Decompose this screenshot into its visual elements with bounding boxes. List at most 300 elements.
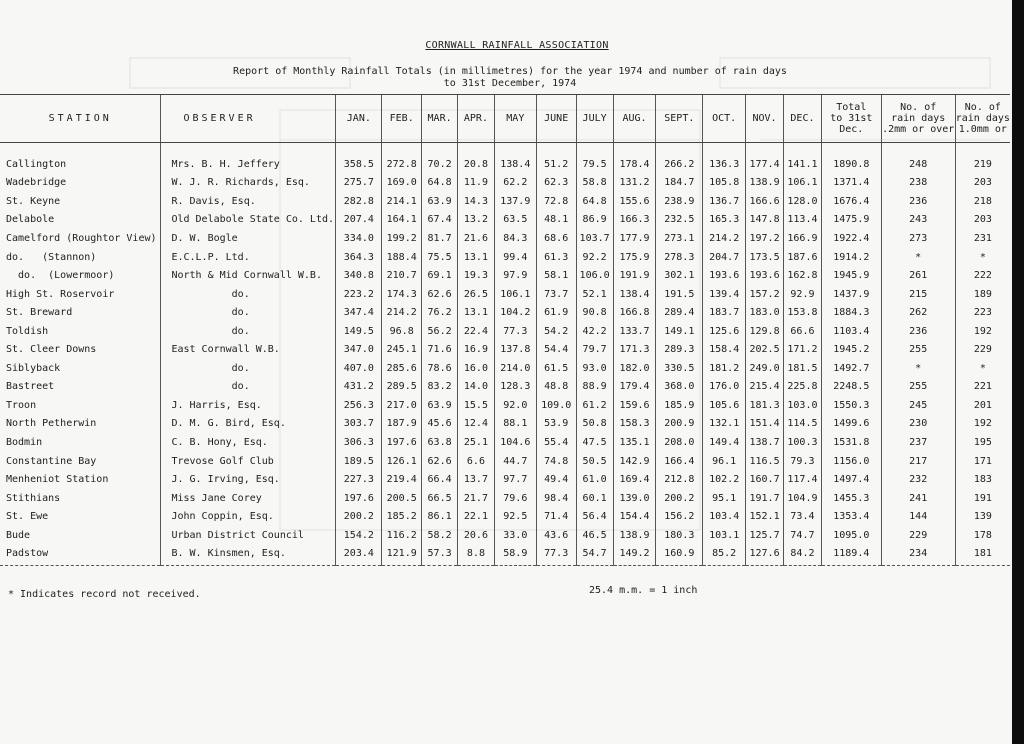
month-value-cell: 52.1: [576, 285, 613, 304]
month-value-cell: 176.0: [703, 378, 746, 397]
table-row: [0, 359, 1010, 378]
month-value-cell: 98.4: [536, 489, 576, 508]
rain-days-2mm-cell: 236: [881, 322, 955, 341]
month-value-cell: 202.5: [746, 340, 784, 359]
month-value-cell: 302.1: [656, 266, 703, 285]
observer-cell: D. W. Bogle: [161, 229, 336, 248]
month-value-cell: 79.7: [576, 340, 613, 359]
month-value-cell: 160.9: [656, 544, 703, 565]
month-value-cell: 197.2: [746, 229, 784, 248]
rain-days-1mm-cell: 171: [955, 452, 1010, 471]
month-value-cell: 78.6: [422, 359, 458, 378]
month-value-cell: 227.3: [336, 470, 382, 489]
total-cell: 1103.4: [821, 322, 881, 341]
scan-edge: [1012, 0, 1024, 744]
month-value-cell: 64.8: [422, 174, 458, 193]
rain-days-2mm-cell: 230: [881, 415, 955, 434]
month-value-cell: 149.2: [613, 544, 656, 565]
month-value-cell: 182.0: [613, 359, 656, 378]
month-value-cell: 164.1: [382, 211, 422, 230]
month-value-cell: 157.2: [746, 285, 784, 304]
rain-days-1mm-cell: 192: [955, 415, 1010, 434]
month-value-cell: 22.4: [458, 322, 495, 341]
month-value-cell: 127.6: [746, 544, 784, 565]
rain-days-1mm-cell: 223: [955, 303, 1010, 322]
month-value-cell: 109.0: [536, 396, 576, 415]
month-value-cell: 368.0: [656, 378, 703, 397]
month-value-cell: 138.9: [613, 526, 656, 545]
station-cell: Bodmin: [6, 436, 43, 448]
month-value-cell: 61.3: [536, 248, 576, 267]
month-value-cell: 187.6: [784, 248, 822, 267]
table-row: [0, 285, 1010, 304]
month-value-cell: 174.3: [382, 285, 422, 304]
total-cell: 1884.3: [821, 303, 881, 322]
month-value-cell: 104.2: [494, 303, 536, 322]
month-value-cell: 113.4: [784, 211, 822, 230]
total-cell: 1922.4: [821, 229, 881, 248]
month-value-cell: 54.7: [576, 544, 613, 565]
month-value-cell: 25.1: [458, 433, 495, 452]
table-row: [0, 396, 1010, 415]
month-value-cell: 214.1: [382, 192, 422, 211]
month-value-cell: 95.1: [703, 489, 746, 508]
total-cell: 1676.4: [821, 192, 881, 211]
month-value-cell: 43.6: [536, 526, 576, 545]
month-value-cell: 81.7: [422, 229, 458, 248]
month-value-cell: 169.4: [613, 470, 656, 489]
month-value-cell: 431.2: [336, 378, 382, 397]
month-value-cell: 162.8: [784, 266, 822, 285]
observer-cell: R. Davis, Esq.: [161, 192, 336, 211]
month-value-cell: 125.7: [746, 526, 784, 545]
month-value-cell: 62.6: [422, 452, 458, 471]
month-value-cell: 88.9: [576, 378, 613, 397]
unit-conversion-note: 25.4 m.m. = 1 inch: [589, 585, 698, 596]
station-cell: Callington: [6, 158, 67, 170]
total-cell: 1499.6: [821, 415, 881, 434]
subtitle-line-2: to 31st December, 1974: [443, 78, 577, 89]
month-value-cell: 77.3: [494, 322, 536, 341]
total-cell: 1550.3: [821, 396, 881, 415]
month-value-cell: 76.2: [422, 303, 458, 322]
month-value-cell: 136.7: [703, 192, 746, 211]
month-value-cell: 200.2: [656, 489, 703, 508]
rain-days-1mm-cell: 181: [955, 544, 1010, 565]
month-value-cell: 159.6: [613, 396, 656, 415]
month-value-cell: 50.5: [576, 452, 613, 471]
month-value-cell: 151.4: [746, 415, 784, 434]
month-value-cell: 45.6: [422, 415, 458, 434]
table-row: [0, 192, 1010, 211]
station-cell: Camelford (Roughtor View): [6, 232, 157, 244]
total-cell: 1492.7: [821, 359, 881, 378]
month-value-cell: 141.1: [784, 143, 822, 174]
month-value-cell: 181.3: [746, 396, 784, 415]
month-value-cell: 149.4: [703, 433, 746, 452]
station-cell: Bude: [6, 529, 31, 541]
rain-days-1mm-cell: 203: [955, 174, 1010, 193]
rain-days-2mm-cell: 229: [881, 526, 955, 545]
month-value-cell: 57.3: [422, 544, 458, 565]
rain-days-1mm-header: No. of rain days 1.0mm or: [955, 95, 1010, 143]
month-value-cell: 86.9: [576, 211, 613, 230]
table-row: [0, 303, 1010, 322]
month-value-cell: 154.4: [613, 507, 656, 526]
month-value-cell: 62.2: [494, 174, 536, 193]
month-value-cell: 67.4: [422, 211, 458, 230]
table-row: [0, 229, 1010, 248]
month-value-cell: 275.7: [336, 174, 382, 193]
table-row: [0, 544, 1010, 565]
month-value-cell: 92.5: [494, 507, 536, 526]
month-value-cell: 83.2: [422, 378, 458, 397]
report-subtitle: [0, 66, 1020, 90]
month-header: AUG.: [613, 95, 656, 143]
month-value-cell: 197.6: [382, 433, 422, 452]
month-value-cell: 166.8: [613, 303, 656, 322]
month-value-cell: 334.0: [336, 229, 382, 248]
association-title: CORNWALL RAINFALL ASSOCIATION: [425, 40, 609, 51]
month-value-cell: 97.9: [494, 266, 536, 285]
rain-days-1mm-cell: *: [955, 359, 1010, 378]
month-value-cell: 19.3: [458, 266, 495, 285]
rain-days-2mm-cell: *: [881, 248, 955, 267]
month-value-cell: 407.0: [336, 359, 382, 378]
observer-cell: B. W. Kinsmen, Esq.: [161, 544, 336, 565]
month-value-cell: 285.6: [382, 359, 422, 378]
month-value-cell: 200.2: [336, 507, 382, 526]
month-value-cell: 26.5: [458, 285, 495, 304]
month-value-cell: 214.0: [494, 359, 536, 378]
month-value-cell: 70.2: [422, 143, 458, 174]
month-value-cell: 289.3: [656, 340, 703, 359]
month-value-cell: 219.4: [382, 470, 422, 489]
table-row: [0, 452, 1010, 471]
table-row: [0, 266, 1010, 285]
month-value-cell: 116.5: [746, 452, 784, 471]
month-value-cell: 200.9: [656, 415, 703, 434]
month-value-cell: 6.6: [458, 452, 495, 471]
month-value-cell: 47.5: [576, 433, 613, 452]
month-value-cell: 58.9: [494, 544, 536, 565]
month-value-cell: 74.8: [536, 452, 576, 471]
rain-days-1mm-cell: *: [955, 248, 1010, 267]
rain-days-2mm-cell: 217: [881, 452, 955, 471]
month-value-cell: 58.2: [422, 526, 458, 545]
month-value-cell: 46.5: [576, 526, 613, 545]
month-value-cell: 131.2: [613, 174, 656, 193]
station-cell: Menheniot Station: [6, 474, 109, 486]
total-cell: 1455.3: [821, 489, 881, 508]
observer-cell: J. G. Irving, Esq.: [161, 470, 336, 489]
month-value-cell: 225.8: [784, 378, 822, 397]
month-value-cell: 66.5: [422, 489, 458, 508]
station-cell: do. (Lowermoor): [6, 270, 115, 282]
month-value-cell: 330.5: [656, 359, 703, 378]
month-value-cell: 158.3: [613, 415, 656, 434]
rain-days-1mm-cell: 203: [955, 211, 1010, 230]
month-value-cell: 129.8: [746, 322, 784, 341]
station-cell: St. Ewe: [6, 511, 49, 523]
month-value-cell: 149.1: [656, 322, 703, 341]
month-value-cell: 181.5: [784, 359, 822, 378]
month-value-cell: 86.1: [422, 507, 458, 526]
month-value-cell: 96.8: [382, 322, 422, 341]
rain-days-2mm-cell: 237: [881, 433, 955, 452]
observer-cell: North & Mid Cornwall W.B.: [161, 266, 336, 285]
month-value-cell: 139.4: [703, 285, 746, 304]
station-cell: Siblyback: [6, 362, 61, 374]
month-value-cell: 188.4: [382, 248, 422, 267]
total-cell: 1914.2: [821, 248, 881, 267]
month-value-cell: 92.2: [576, 248, 613, 267]
month-value-cell: 306.3: [336, 433, 382, 452]
rain-days-1mm-cell: 222: [955, 266, 1010, 285]
observer-cell: do.: [161, 378, 336, 397]
rain-days-1mm-cell: 189: [955, 285, 1010, 304]
rain-days-2mm-cell: *: [881, 359, 955, 378]
month-value-cell: 178.4: [613, 143, 656, 174]
month-value-cell: 200.5: [382, 489, 422, 508]
rain-days-2mm-cell: 236: [881, 192, 955, 211]
total-cell: 1890.8: [821, 143, 881, 174]
month-value-cell: 160.7: [746, 470, 784, 489]
total-cell: 1437.9: [821, 285, 881, 304]
month-value-cell: 84.2: [784, 544, 822, 565]
rain-days-1mm-cell: 191: [955, 489, 1010, 508]
month-value-cell: 85.2: [703, 544, 746, 565]
month-value-cell: 238.9: [656, 192, 703, 211]
month-value-cell: 79.5: [576, 143, 613, 174]
station-cell: Delabole: [6, 214, 55, 226]
month-header: FEB.: [382, 95, 422, 143]
total-cell: 1353.4: [821, 507, 881, 526]
rain-days-1mm-cell: 229: [955, 340, 1010, 359]
month-value-cell: 191.7: [746, 489, 784, 508]
month-value-cell: 58.1: [536, 266, 576, 285]
table-body: [0, 143, 1010, 566]
month-value-cell: 13.7: [458, 470, 495, 489]
month-header: JULY: [576, 95, 613, 143]
month-value-cell: 50.8: [576, 415, 613, 434]
rain-days-2mm-cell: 215: [881, 285, 955, 304]
month-value-cell: 266.2: [656, 143, 703, 174]
month-value-cell: 208.0: [656, 433, 703, 452]
month-value-cell: 273.1: [656, 229, 703, 248]
month-value-cell: 106.0: [576, 266, 613, 285]
month-value-cell: 132.1: [703, 415, 746, 434]
subtitle-line-1: Report of Monthly Rainfall Totals (in millimetres) for the year 1974 and number of rain days: [233, 66, 787, 77]
month-value-cell: 13.1: [458, 303, 495, 322]
table-row: [0, 174, 1010, 193]
month-value-cell: 42.2: [576, 322, 613, 341]
rain-days-2mm-cell: 245: [881, 396, 955, 415]
month-value-cell: 66.6: [784, 322, 822, 341]
month-value-cell: 181.2: [703, 359, 746, 378]
station-header: STATION: [0, 95, 161, 143]
station-cell: St. Keyne: [6, 195, 61, 207]
total-cell: 1945.9: [821, 266, 881, 285]
month-value-cell: 104.6: [494, 433, 536, 452]
total-cell: 1945.2: [821, 340, 881, 359]
rain-days-1mm-cell: 195: [955, 433, 1010, 452]
table-row: [0, 489, 1010, 508]
month-value-cell: 62.6: [422, 285, 458, 304]
rain-days-2mm-cell: 243: [881, 211, 955, 230]
observer-cell: John Coppin, Esq.: [161, 507, 336, 526]
month-value-cell: 49.4: [536, 470, 576, 489]
month-value-cell: 63.9: [422, 396, 458, 415]
station-cell: Troon: [6, 399, 37, 411]
month-value-cell: 13.2: [458, 211, 495, 230]
month-value-cell: 63.8: [422, 433, 458, 452]
month-value-cell: 136.3: [703, 143, 746, 174]
month-value-cell: 215.4: [746, 378, 784, 397]
month-value-cell: 100.3: [784, 433, 822, 452]
month-value-cell: 347.0: [336, 340, 382, 359]
month-value-cell: 166.6: [746, 192, 784, 211]
rain-days-1mm-cell: 219: [955, 143, 1010, 174]
month-value-cell: 149.5: [336, 322, 382, 341]
month-value-cell: 103.1: [703, 526, 746, 545]
observer-cell: East Cornwall W.B.: [161, 340, 336, 359]
table-row: [0, 340, 1010, 359]
total-cell: 1156.0: [821, 452, 881, 471]
total-cell: 1475.9: [821, 211, 881, 230]
month-value-cell: 137.9: [494, 192, 536, 211]
month-value-cell: 58.8: [576, 174, 613, 193]
month-header: DEC.: [784, 95, 822, 143]
month-value-cell: 214.2: [703, 229, 746, 248]
month-value-cell: 69.1: [422, 266, 458, 285]
month-value-cell: 165.3: [703, 211, 746, 230]
month-value-cell: 54.2: [536, 322, 576, 341]
observer-cell: Trevose Golf Club: [161, 452, 336, 471]
table-row: [0, 211, 1010, 230]
month-value-cell: 173.5: [746, 248, 784, 267]
month-value-cell: 21.6: [458, 229, 495, 248]
rain-days-1mm-cell: 201: [955, 396, 1010, 415]
table-row: [0, 470, 1010, 489]
rain-days-2mm-cell: 255: [881, 378, 955, 397]
month-value-cell: 282.8: [336, 192, 382, 211]
month-value-cell: 66.4: [422, 470, 458, 489]
total-cell: 1531.8: [821, 433, 881, 452]
month-value-cell: 358.5: [336, 143, 382, 174]
month-value-cell: 155.6: [613, 192, 656, 211]
month-value-cell: 12.4: [458, 415, 495, 434]
month-value-cell: 77.3: [536, 544, 576, 565]
month-value-cell: 183.0: [746, 303, 784, 322]
month-value-cell: 73.7: [536, 285, 576, 304]
total-header: Total to 31st Dec.: [821, 95, 881, 143]
month-value-cell: 13.1: [458, 248, 495, 267]
month-value-cell: 106.1: [784, 174, 822, 193]
month-value-cell: 72.8: [536, 192, 576, 211]
month-value-cell: 158.4: [703, 340, 746, 359]
month-value-cell: 217.0: [382, 396, 422, 415]
observer-cell: W. J. R. Richards, Esq.: [161, 174, 336, 193]
month-value-cell: 128.0: [784, 192, 822, 211]
month-value-cell: 15.5: [458, 396, 495, 415]
month-value-cell: 245.1: [382, 340, 422, 359]
total-cell: 1371.4: [821, 174, 881, 193]
month-value-cell: 156.2: [656, 507, 703, 526]
month-value-cell: 73.4: [784, 507, 822, 526]
rain-days-1mm-cell: 183: [955, 470, 1010, 489]
month-value-cell: 61.5: [536, 359, 576, 378]
month-value-cell: 20.8: [458, 143, 495, 174]
month-value-cell: 63.9: [422, 192, 458, 211]
month-value-cell: 56.2: [422, 322, 458, 341]
month-value-cell: 97.7: [494, 470, 536, 489]
footnote: * Indicates record not received.: [8, 589, 201, 600]
month-value-cell: 177.4: [746, 143, 784, 174]
month-value-cell: 256.3: [336, 396, 382, 415]
month-value-cell: 154.2: [336, 526, 382, 545]
month-value-cell: 117.4: [784, 470, 822, 489]
month-value-cell: 55.4: [536, 433, 576, 452]
total-cell: 1189.4: [821, 544, 881, 565]
station-cell: North Petherwin: [6, 418, 97, 430]
observer-cell: D. M. G. Bird, Esq.: [161, 415, 336, 434]
month-value-cell: 92.9: [784, 285, 822, 304]
table-row: [0, 526, 1010, 545]
month-value-cell: 171.3: [613, 340, 656, 359]
table-row: [0, 322, 1010, 341]
table-row: [0, 433, 1010, 452]
rain-days-2mm-cell: 241: [881, 489, 955, 508]
month-value-cell: 16.9: [458, 340, 495, 359]
month-value-cell: 185.9: [656, 396, 703, 415]
month-value-cell: 103.4: [703, 507, 746, 526]
month-header: APR.: [458, 95, 495, 143]
month-value-cell: 135.1: [613, 433, 656, 452]
month-value-cell: 68.6: [536, 229, 576, 248]
rain-days-1mm-cell: 192: [955, 322, 1010, 341]
station-cell: St. Breward: [6, 307, 73, 319]
month-value-cell: 303.7: [336, 415, 382, 434]
month-value-cell: 84.3: [494, 229, 536, 248]
month-value-cell: 199.2: [382, 229, 422, 248]
month-value-cell: 61.0: [576, 470, 613, 489]
month-value-cell: 79.3: [784, 452, 822, 471]
table-row: [0, 378, 1010, 397]
total-cell: 1497.4: [821, 470, 881, 489]
observer-cell: E.C.L.P. Ltd.: [161, 248, 336, 267]
month-value-cell: 210.7: [382, 266, 422, 285]
observer-cell: Miss Jane Corey: [161, 489, 336, 508]
rainfall-table: [0, 94, 1010, 566]
month-value-cell: 90.8: [576, 303, 613, 322]
station-cell: Bastreet: [6, 381, 55, 393]
month-value-cell: 60.1: [576, 489, 613, 508]
month-value-cell: 125.6: [703, 322, 746, 341]
month-value-cell: 204.7: [703, 248, 746, 267]
month-value-cell: 364.3: [336, 248, 382, 267]
observer-cell: do.: [161, 322, 336, 341]
rain-days-2mm-cell: 255: [881, 340, 955, 359]
month-value-cell: 105.8: [703, 174, 746, 193]
station-cell: do. (Stannon): [6, 251, 97, 263]
month-value-cell: 278.3: [656, 248, 703, 267]
month-value-cell: 61.9: [536, 303, 576, 322]
month-value-cell: 197.6: [336, 489, 382, 508]
observer-cell: J. Harris, Esq.: [161, 396, 336, 415]
station-cell: Constantine Bay: [6, 455, 97, 467]
rain-days-2mm-cell: 261: [881, 266, 955, 285]
